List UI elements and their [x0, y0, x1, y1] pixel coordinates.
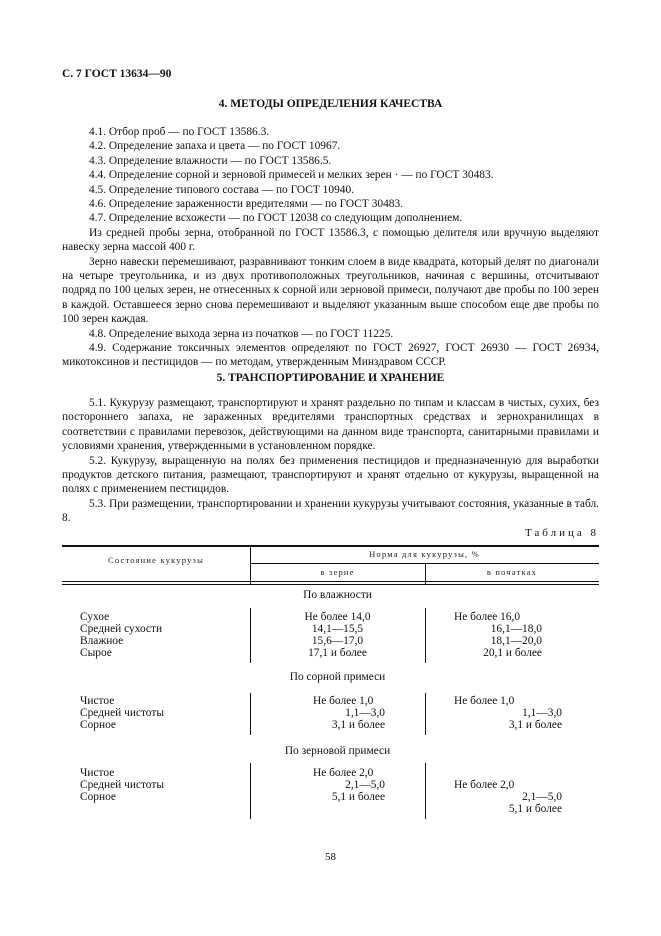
section-4-title: 4. МЕТОДЫ ОПРЕДЕЛЕНИЯ КАЧЕСТВА [218, 98, 443, 110]
state-cell: Чистое [80, 695, 115, 707]
state-cell: Средней сухости [80, 623, 163, 635]
item-4-8: 4.8. Определение выхода зерна из початков — по ГОСТ 11225. [89, 327, 394, 340]
table-head-rule-2 [62, 584, 599, 585]
cobs-cell: Не более 1,0 [454, 695, 515, 707]
item-4-3: 4.3. Определение влажности — по ГОСТ 13586.5. [89, 154, 332, 167]
cobs-cell: 18,1—20,0 [490, 635, 542, 647]
group-title: По влажности [303, 589, 372, 601]
state-cell: Сорное [80, 791, 116, 803]
state-cell: Средней чистоты [80, 707, 164, 719]
grain-cell: Не более 14,0 [304, 611, 371, 623]
table-caption: Таблица 8 [524, 527, 599, 539]
state-cell [80, 803, 250, 815]
item-4-5: 4.5. Определение типового состава — по ГОСТ 10940. [89, 183, 354, 196]
header-cobs: в початках [486, 567, 538, 577]
cobs-cell: 16,1—18,0 [490, 623, 542, 635]
table-top-rule [62, 545, 599, 547]
grain-cell: 14,1—15,5 [311, 623, 364, 635]
section-4-items [62, 125, 599, 370]
item-4-7: 4.7. Определение всхожести — по ГОСТ 12038 со следующим дополнением. [89, 212, 463, 225]
item-5-3: 5.3. При размещении, транспортировании и хранении кукурузы учитывают состояния, указанные в табл. 8. [62, 497, 599, 525]
grain-cell: 15,6—17,0 [311, 635, 364, 647]
page-header: С. 7 ГОСТ 13634—90 [62, 68, 172, 80]
grain-cell: 17,1 и более [308, 647, 367, 659]
header-grain: в зерне [320, 567, 355, 577]
state-cell: Сорное [80, 719, 116, 731]
header-norm: Норма для кукурузы, % [369, 549, 480, 559]
grain-cell: 5,1 и более [331, 791, 385, 803]
cobs-cell: Не более 2,0 [454, 779, 515, 791]
cobs-cell: 1,1—3,0 [522, 707, 562, 719]
cobs-cell: 5,1 и более [508, 803, 562, 815]
header-state: Состояние кукурузы [107, 555, 205, 565]
state-cell: Средней чистоты [80, 779, 164, 791]
state-cell: Сырое [80, 647, 112, 659]
cobs-cell: 2,1—5,0 [522, 791, 562, 803]
group-title: По сорной примеси [289, 671, 386, 683]
grain-cell: Не более 1,0 [313, 695, 374, 707]
item-4-9: 4.9. Содержание токсичных элементов определяют по ГОСТ 26927, ГОСТ 26930 — ГОСТ 26934, микотоксинов и пестицидов — по методам, утвержденным Минздравом СССР. [62, 341, 599, 369]
item-5-2: 5.2. Кукурузу, выращенную на полях без применения пестицидов и предназначенную для выработки продуктов детского питания, размещают, транспортируют и хранят отдельно от кукурузы, выращенной на полях с применением пестицидов. [62, 454, 599, 496]
grain-cell [250, 803, 385, 815]
table-head-rule-1 [62, 581, 599, 582]
paragraph-sample: Из средней пробы зерна, отобранной по ГОСТ 13586.3, с помощью делителя или вручную выделяют навеску зерна массой 400 г. [62, 226, 599, 254]
group-title: По зерновой примеси [284, 745, 391, 757]
item-4-4: 4.4. Определение сорной и зерновой примесей и мелких зерен · — по ГОСТ 30483. [89, 169, 494, 182]
section-5-title: 5. ТРАНСПОРТИРОВАНИЕ И ХРАНЕНИЕ [216, 372, 445, 384]
cobs-cell: 3,1 и более [508, 719, 562, 731]
item-5-1: 5.1. Кукурузу размещают, транспортируют и хранят раздельно по типам и классам в чистых, сухих, без постороннего запаха, не зараженных вредителями транспортных средствах и зернохранилищах в соответствии с правилами перевозок, действующими на данном виде транспорта, санитарными правилами и условиями хранения, утвержденными в установленном порядке. [62, 397, 599, 453]
grain-cell: 2,1—5,0 [345, 779, 385, 791]
grain-cell: 1,1—3,0 [345, 707, 385, 719]
section-5-body [62, 396, 599, 526]
state-cell: Чистое [80, 767, 115, 779]
item-4-2: 4.2. Определение запаха и цвета — по ГОСТ 10967. [89, 140, 341, 153]
cobs-cell: Не более 16,0 [454, 611, 521, 623]
paragraph-procedure: Зерно навески перемешивают, разравнивают тонким слоем в виде квадрата, который делят по диагонали на четыре треугольника, и из двух противоположных треугольников, начиная с вершины, отсчитывают подряд по 100 целых зерен, не отнесенных к сорной или зерновой примеси, получают две пробы по 100 зерен в каждой. Оставшееся зерно снова перемешивают и выделяют указанным выше способом еще две пробы по 100 зерен каждая. [62, 255, 599, 326]
item-4-6: 4.6. Определение зараженности вредителями — по ГОСТ 30483. [89, 197, 404, 210]
item-4-1: 4.1. Отбор проб — по ГОСТ 13586.3. [89, 126, 270, 138]
grain-cell: 3,1 и более [331, 719, 385, 731]
state-cell: Сухое [80, 611, 110, 623]
state-cell: Влажное [80, 635, 124, 647]
grain-cell: Не более 2,0 [313, 767, 374, 779]
cobs-cell: 20,1 и более [483, 647, 542, 659]
page-number: 58 [325, 851, 336, 863]
cobs-cell [425, 767, 562, 779]
